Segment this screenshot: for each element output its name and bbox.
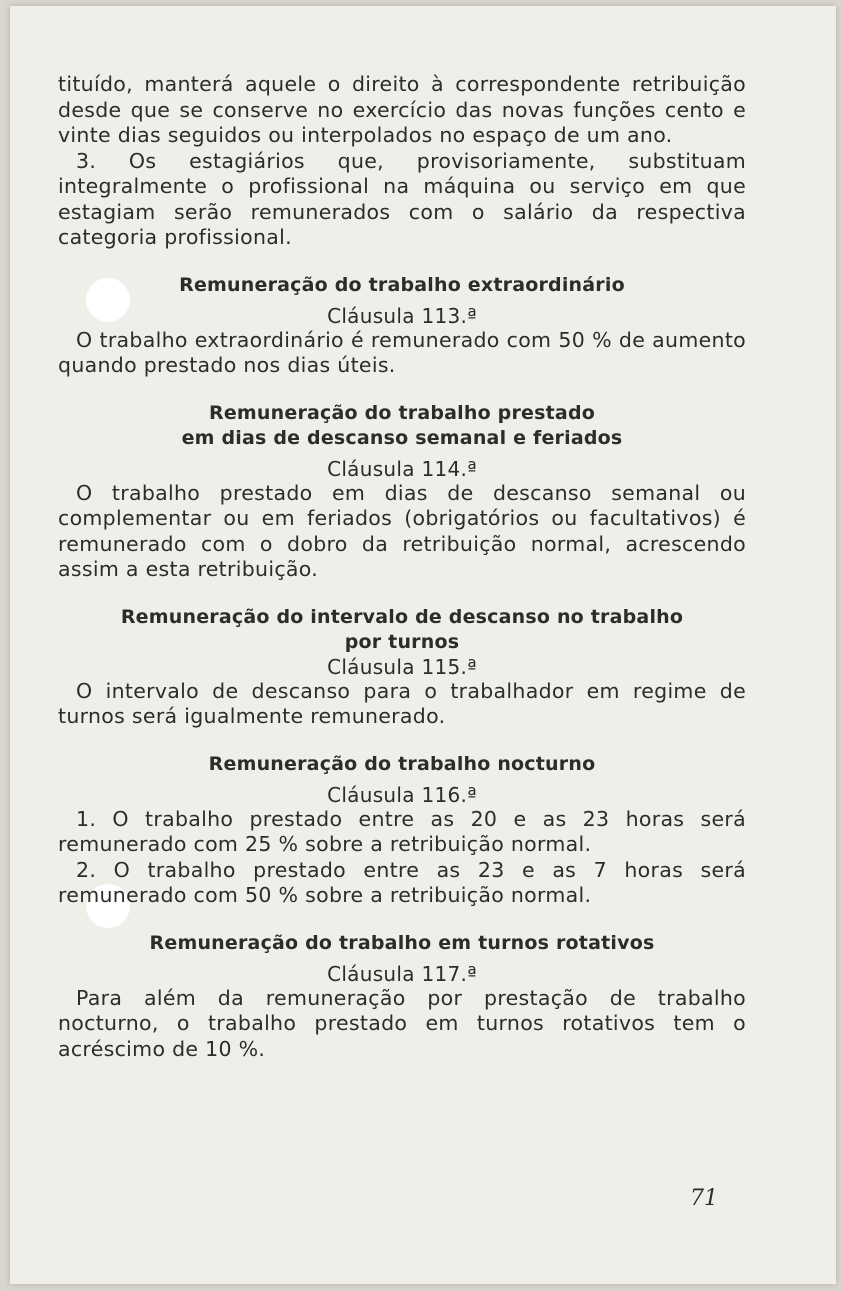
clause-number: Cláusula 113.ª: [327, 303, 477, 328]
page-number: 71: [690, 1186, 718, 1211]
clause-body: O intervalo de descanso para o trabalhador em regime de turnos será igualmente remunerado.: [58, 678, 746, 728]
section-heading-line-2: em dias de descanso semanal e feriados: [181, 426, 623, 449]
paragraph-continuation: tituído, manterá aquele o direito à correspondente retribuição desde que se conserve no exercício das novas funções cento e vinte dias seguidos ou interpolados no espaço de um ano.: [58, 72, 746, 147]
section-heading-line-2: por turnos: [344, 630, 460, 653]
clause-number: Cláusula 116.ª: [327, 782, 477, 807]
clause-number: Cláusula 115.ª: [327, 654, 477, 679]
section-heading: Remuneração do intervalo de descanso no trabalho: [120, 605, 684, 628]
page-content: [58, 72, 746, 1062]
section-heading: Remuneração do trabalho extraordinário: [179, 273, 625, 296]
clause-number: Cláusula 114.ª: [327, 456, 477, 481]
clause-body: O trabalho extraordinário é remunerado com 50 % de aumento quando prestado nos dias úteis.: [58, 327, 746, 377]
document-page: [10, 6, 836, 1284]
clause-body: O trabalho prestado em dias de descanso semanal ou complementar ou em feriados (obrigatórios ou facultativos) é remunerado com o dobro da retribuição normal, acrescendo assim a esta retribuição.: [58, 480, 746, 581]
section-heading: Remuneração do trabalho em turnos rotativos: [149, 931, 655, 954]
clause-body: Para além da remuneração por prestação de trabalho nocturno, o trabalho prestado em turnos rotativos tem o acréscimo de 10 %.: [58, 985, 746, 1061]
clause-body-item-2: 2. O trabalho prestado entre as 23 e as 7 horas será remunerado com 50 % sobre a retribuição normal.: [58, 857, 746, 907]
clause-body-item-1: 1. O trabalho prestado entre as 20 e as 23 horas será remunerado com 25 % sobre a retribuição normal.: [58, 806, 746, 856]
clause-number: Cláusula 117.ª: [327, 961, 477, 986]
section-heading: Remuneração do trabalho prestado: [209, 401, 595, 424]
paragraph-item-3: 3. Os estagiários que, provisoriamente, substituam integralmente o profissional na máquina ou serviço em que estagiam serão remunerados com o salário da respectiva categoria profissional.: [58, 148, 746, 249]
section-heading: Remuneração do trabalho nocturno: [208, 752, 596, 775]
